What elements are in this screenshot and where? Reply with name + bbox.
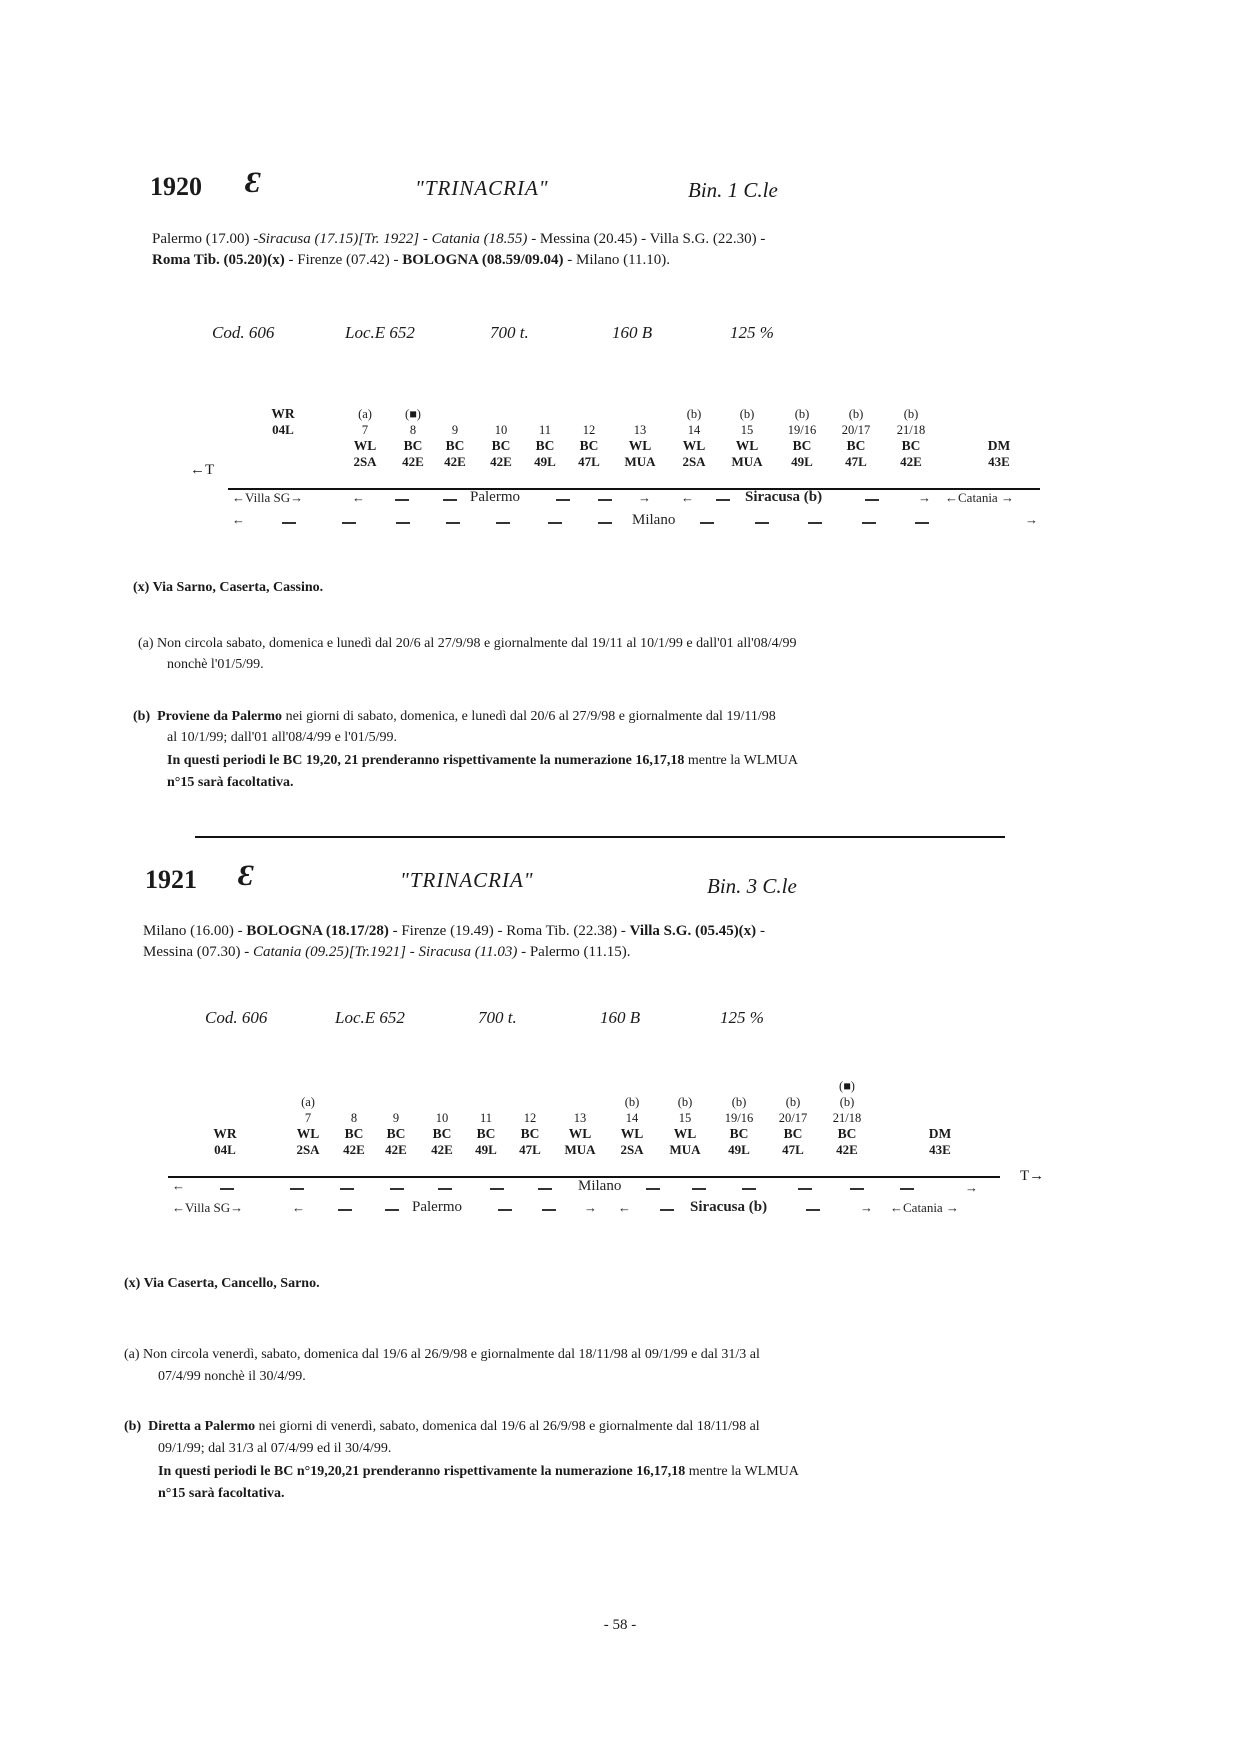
car: 12 BC 47L (578, 423, 600, 469)
dash (598, 522, 612, 524)
car: 10 BC 42E (490, 423, 512, 469)
dash (806, 1209, 820, 1211)
section-divider (195, 836, 1005, 838)
dash (342, 522, 356, 524)
dash (692, 1188, 706, 1190)
dash (538, 1188, 552, 1190)
arrow-right-icon: → (965, 1180, 978, 1195)
car: (b) 20/17 BC 47L (841, 407, 871, 469)
car: 13 WL MUA (564, 1111, 596, 1157)
dash (496, 522, 510, 524)
car: 8 BC 42E (343, 1111, 365, 1157)
spec-loc: Loc.E 652 (335, 1008, 405, 1027)
dash (490, 1188, 504, 1190)
dash (340, 1188, 354, 1190)
dash (660, 1209, 674, 1211)
arrow-right-icon: → (918, 490, 931, 505)
dest-siracusa: Siracusa (b) (745, 489, 823, 505)
dash (755, 522, 769, 524)
dest-villa-sg: ←Villa SG→ (232, 490, 304, 505)
car: (b) 20/17 BC 47L (778, 1095, 808, 1157)
arrow-left-icon: ← (681, 490, 694, 505)
dash (798, 1188, 812, 1190)
dash (646, 1188, 660, 1190)
spec-percent: 125 % (720, 1008, 764, 1027)
note-b-line-4: n°15 sarà facoltativa. (158, 1486, 285, 1501)
dest-palermo: Palermo (412, 1199, 462, 1215)
arrow-right-icon: → (1025, 512, 1038, 527)
dash (385, 1209, 399, 1211)
dest-siracusa: Siracusa (b) (690, 1199, 768, 1215)
note-b-line-1: (b) Diretta a Palermo nei giorni di venerdì, sabato, domenica dal 19/6 al 26/9/98 e giornalmente dal 18/11/98 al (124, 1419, 760, 1434)
dash (290, 1188, 304, 1190)
arrow-right-icon: → (860, 1200, 873, 1215)
car: 10 BC 42E (431, 1111, 453, 1157)
spec-cod: Cod. 606 (212, 323, 275, 342)
note-x: (x) Via Caserta, Cancello, Sarno. (124, 1276, 320, 1291)
car: DM 43E (987, 438, 1011, 469)
dash (498, 1209, 512, 1211)
note-a-line-2: 07/4/99 nonchè il 30/4/99. (158, 1369, 306, 1384)
arrow-left-icon: ← (292, 1200, 305, 1215)
dash (282, 522, 296, 524)
note-b-line-2: al 10/1/99; dall'01 all'08/4/99 e l'01/5/99. (167, 730, 397, 745)
train-number: 1920 (150, 172, 202, 201)
dash (716, 499, 730, 501)
note-b-line-3: In questi periodi le BC 19,20, 21 prenderanno rispettivamente la numerazione 16,17,18 mentre la WLMUA (167, 753, 798, 768)
dash (862, 522, 876, 524)
dash (865, 499, 879, 501)
note-b-line-3: In questi periodi le BC n°19,20,21 prenderanno rispettivamente la numerazione 16,17,18 mentre la WLMUA (158, 1464, 799, 1479)
car: 13 WL MUA (624, 423, 656, 469)
car: (b) 14 WL 2SA (682, 407, 706, 469)
dash (542, 1209, 556, 1211)
platform-label: Bin. 3 C.le (707, 874, 797, 898)
car: DM 43E (928, 1126, 952, 1157)
train-name: "TRINACRIA" (415, 176, 549, 200)
platform-label: Bin. 1 C.le (688, 178, 778, 202)
car: 11 BC 49L (475, 1111, 497, 1157)
train-name: "TRINACRIA" (400, 868, 534, 892)
dash (700, 522, 714, 524)
car: (b) 14 WL 2SA (620, 1095, 644, 1157)
arrow-left-icon: ← (618, 1200, 631, 1215)
dash (338, 1209, 352, 1211)
dash (220, 1188, 234, 1190)
car: 11 BC 49L (534, 423, 556, 469)
car: 12 BC 47L (519, 1111, 541, 1157)
dash (395, 499, 409, 501)
arrow-left-icon: ← (232, 512, 245, 527)
dash (446, 522, 460, 524)
note-a-line-1: (a) Non circola sabato, domenica e lunedì dal 20/6 al 27/9/98 e giornalmente dal 19/11 al 10/1/99 e dall'01 all'08/4/99 (138, 636, 797, 651)
spec-percent: 125 % (730, 323, 774, 342)
dash (850, 1188, 864, 1190)
dash (556, 499, 570, 501)
spec-weight: 700 t. (490, 323, 529, 342)
route-line-1: Milano (16.00) - BOLOGNA (18.17/28) - Firenze (19.49) - Roma Tib. (22.38) - Villa S.G. (05.45)(x) - (143, 923, 765, 939)
route-line-1: Palermo (17.00) -Siracusa (17.15)[Tr. 1922] - Catania (18.55) - Messina (20.45) - Villa S.G. (22.30) - (152, 231, 766, 247)
dash (438, 1188, 452, 1190)
dash (390, 1188, 404, 1190)
dest-catania: ←Catania → (945, 490, 1014, 505)
page-number: - 58 - (603, 1617, 637, 1633)
spec-speed: 160 B (612, 323, 653, 342)
car: WR 04L (213, 1126, 237, 1157)
arrow-left-icon: ← (172, 1178, 185, 1193)
car: (■) (b) 21/18 BC 42E (832, 1079, 862, 1157)
car: 9 BC 42E (444, 423, 466, 469)
direction-marker: ←T (190, 462, 215, 478)
car: (b) 19/16 BC 49L (724, 1095, 754, 1157)
route-line-2: Messina (07.30) - Catania (09.25)[Tr.1921] - Siracusa (11.03) - Palermo (11.15). (143, 944, 631, 960)
arrow-right-icon: → (584, 1200, 597, 1215)
spec-weight: 700 t. (478, 1008, 517, 1027)
note-b-line-4: n°15 sarà facoltativa. (167, 775, 294, 790)
note-x: (x) Via Sarno, Caserta, Cassino. (133, 580, 324, 595)
note-b-line-2: 09/1/99; dal 31/3 al 07/4/99 ed il 30/4/99. (158, 1441, 392, 1456)
note-a-line-1: (a) Non circola venerdì, sabato, domenica dal 19/6 al 26/9/98 e giornalmente dal 18/11/98 al 09/1/99 e dal 31/3 al (124, 1347, 760, 1362)
spec-cod: Cod. 606 (205, 1008, 268, 1027)
arrow-right-icon: → (638, 490, 651, 505)
dash (598, 499, 612, 501)
electric-traction-icon: Ɛ (245, 166, 261, 199)
route-line-2: Roma Tib. (05.20)(x) - Firenze (07.42) - BOLOGNA (08.59/09.04) - Milano (11.10). (152, 252, 671, 268)
car: (■) 8 BC 42E (402, 407, 424, 469)
dest-palermo: Palermo (470, 489, 520, 505)
dest-villa-sg: ←Villa SG→ (172, 1200, 244, 1215)
spec-speed: 160 B (600, 1008, 641, 1027)
car: (b) 15 WL MUA (669, 1095, 701, 1157)
electric-traction-icon: Ɛ (238, 859, 254, 892)
car: (b) 15 WL MUA (731, 407, 763, 469)
dest-catania: ←Catania → (890, 1200, 959, 1215)
dash (443, 499, 457, 501)
direction-marker: T→ (1020, 1168, 1045, 1184)
note-b-line-1: (b) Proviene da Palermo nei giorni di sabato, domenica, e lunedì dal 20/6 al 27/9/98 e giornalmente dal 19/11/98 (133, 709, 776, 724)
car: (a) 7 WL 2SA (353, 407, 377, 469)
arrow-left-icon: ← (352, 490, 365, 505)
car: 9 BC 42E (385, 1111, 407, 1157)
dash (808, 522, 822, 524)
car: (b) 19/16 BC 49L (787, 407, 817, 469)
car: WR 04L (271, 406, 295, 437)
note-a-line-2: nonchè l'01/5/99. (167, 657, 264, 672)
dash (548, 522, 562, 524)
spec-loc: Loc.E 652 (345, 323, 415, 342)
car: (a) 7 WL 2SA (296, 1095, 320, 1157)
dest-milano: Milano (632, 512, 676, 528)
car: (b) 21/18 BC 42E (896, 407, 926, 469)
dash (742, 1188, 756, 1190)
dash (915, 522, 929, 524)
dash (396, 522, 410, 524)
dest-milano: Milano (578, 1178, 622, 1194)
train-number: 1921 (145, 865, 197, 894)
dash (900, 1188, 914, 1190)
